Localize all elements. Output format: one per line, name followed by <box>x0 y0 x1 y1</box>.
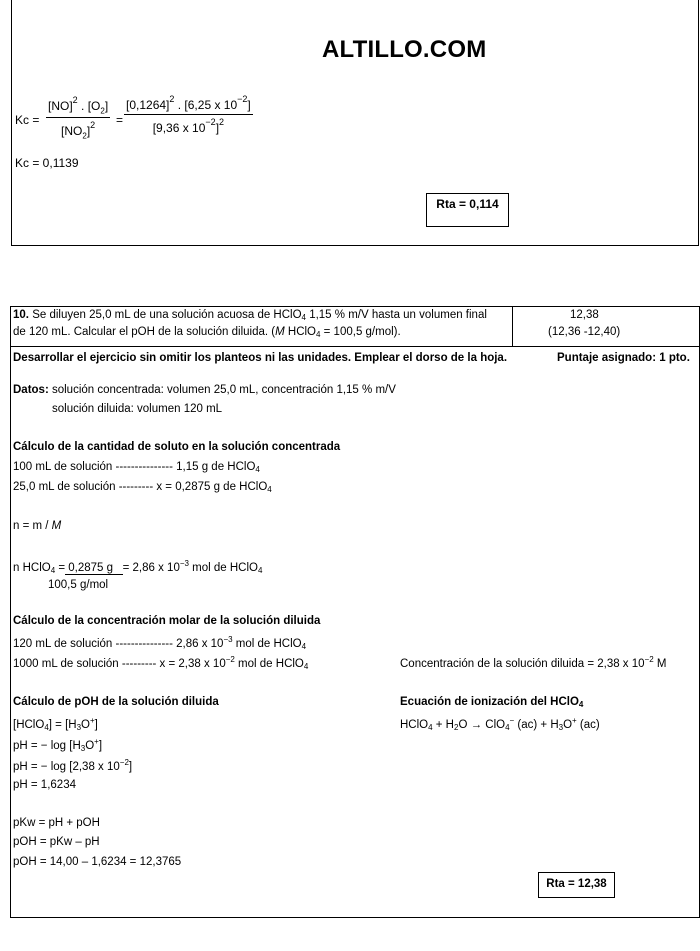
section-2-title: Cálculo de la concentración molar de la solución diluida <box>13 615 321 627</box>
fraction-bar <box>65 574 123 575</box>
answer-value: 12,38 <box>570 309 599 321</box>
header-divider <box>10 346 700 347</box>
section-3-line-2: pH = − $\log [H_3O^+]$ <box>13 737 103 753</box>
question-line-2: de 120 mL. Calcular el pOH de la solución diluida. (M HClO$_4$ = 100,5 g/mol). <box>13 326 401 339</box>
pkw-line-2: pOH = pKw – pH <box>13 836 100 848</box>
ionization-title: Ecuación de ionización del HClO$_4$ <box>400 696 584 709</box>
answer-column-divider <box>512 306 513 346</box>
exercise-10-box <box>10 306 700 918</box>
diluted-concentration: Concentración de la solución diluida = 2,38 x $10^{-2}$ M <box>400 655 667 670</box>
site-title: ALTILLO.COM <box>322 36 487 63</box>
kc-formula-numerator: [NO]$^2$ . $[O_2]$ <box>46 95 110 118</box>
question-line-1: 10. Se diluyen 25,0 mL de una solución acuosa de HClO$_4$ 1,15 % m/V hasta un volumen final <box>13 309 487 322</box>
section-1-title: Cálculo de la cantidad de soluto en la solución concentrada <box>13 441 341 453</box>
section-1-line-1: 100 mL de solución --------------- 1,15 g de HClO$_4$ <box>13 461 260 474</box>
kc-numeric-fraction <box>124 94 253 135</box>
equals-sign: = <box>116 113 124 127</box>
instructions: Desarrollar el ejercicio sin omitir los planteos ni las unidades. Emplear el dorso de la hoja. <box>13 352 508 364</box>
kc-numeric-numerator: $[0,1264]^2$ . [6,25 x $10^{-2}$] <box>124 94 253 115</box>
section-2-line-1: 120 mL de solución --------------- 2,86 x $10^{-3}$ mol de HClO$_4$ <box>13 635 307 651</box>
pkw-line-3: pOH = 14,00 – 1,6234 = 12,3765 <box>13 856 182 868</box>
n-formula: n = m / M <box>13 520 62 532</box>
kc-formula-denominator: $[NO_2]^2$ <box>61 120 96 141</box>
rta-box-2: Rta = 12,38 <box>538 872 615 898</box>
datos-line-1: Datos: solución concentrada: volumen 25,0 mL, concentración 1,15 % m/V <box>13 384 396 396</box>
kc-result: Kc = 0,1139 <box>15 156 79 170</box>
ionization-equation: HClO$_4$ + $H_2O \to ClO_4^-$ $(ac) + H_3O^+$ (ac) <box>400 716 600 732</box>
section-3-title: Cálculo de pOH de la solución diluida <box>13 696 219 708</box>
kc-formula-fraction <box>46 95 110 141</box>
kc-numeric-denominator: [9,36 x $10^{-2}]^2$ <box>152 117 225 135</box>
section-1-line-2: 25,0 mL de solución --------- x = 0,2875 g de HClO$_4$ <box>13 481 272 494</box>
n-calc-denominator: 100,5 g/mol <box>48 579 109 591</box>
answer-range: (12,36 -12,40) <box>548 326 621 338</box>
section-3-line-1: [HClO$_4$] = $[H_3O^+]$ <box>13 716 98 732</box>
datos-line-2: solución diluida: volumen 120 mL <box>52 403 223 415</box>
rta-box-1: Rta = 0,114 <box>426 193 509 227</box>
n-calculation: n HClO$_4$ = 0,2875 g = 2,86 x $10^{-3}$ mol de HClO$_4$ <box>13 559 263 575</box>
section-2-line-2: 1000 mL de solución --------- x = 2,38 x $10^{-2}$ mol de HClO$_4$ <box>13 655 309 671</box>
score: Puntaje asignado: 1 pto. <box>557 352 690 364</box>
kc-label: Kc = <box>15 113 40 127</box>
section-3-line-4: pH = 1,6234 <box>13 779 76 791</box>
pkw-line-1: pKw = pH + pOH <box>13 817 100 829</box>
section-3-line-3: pH = − log [2,38 x $10^{-2}$] <box>13 758 133 773</box>
